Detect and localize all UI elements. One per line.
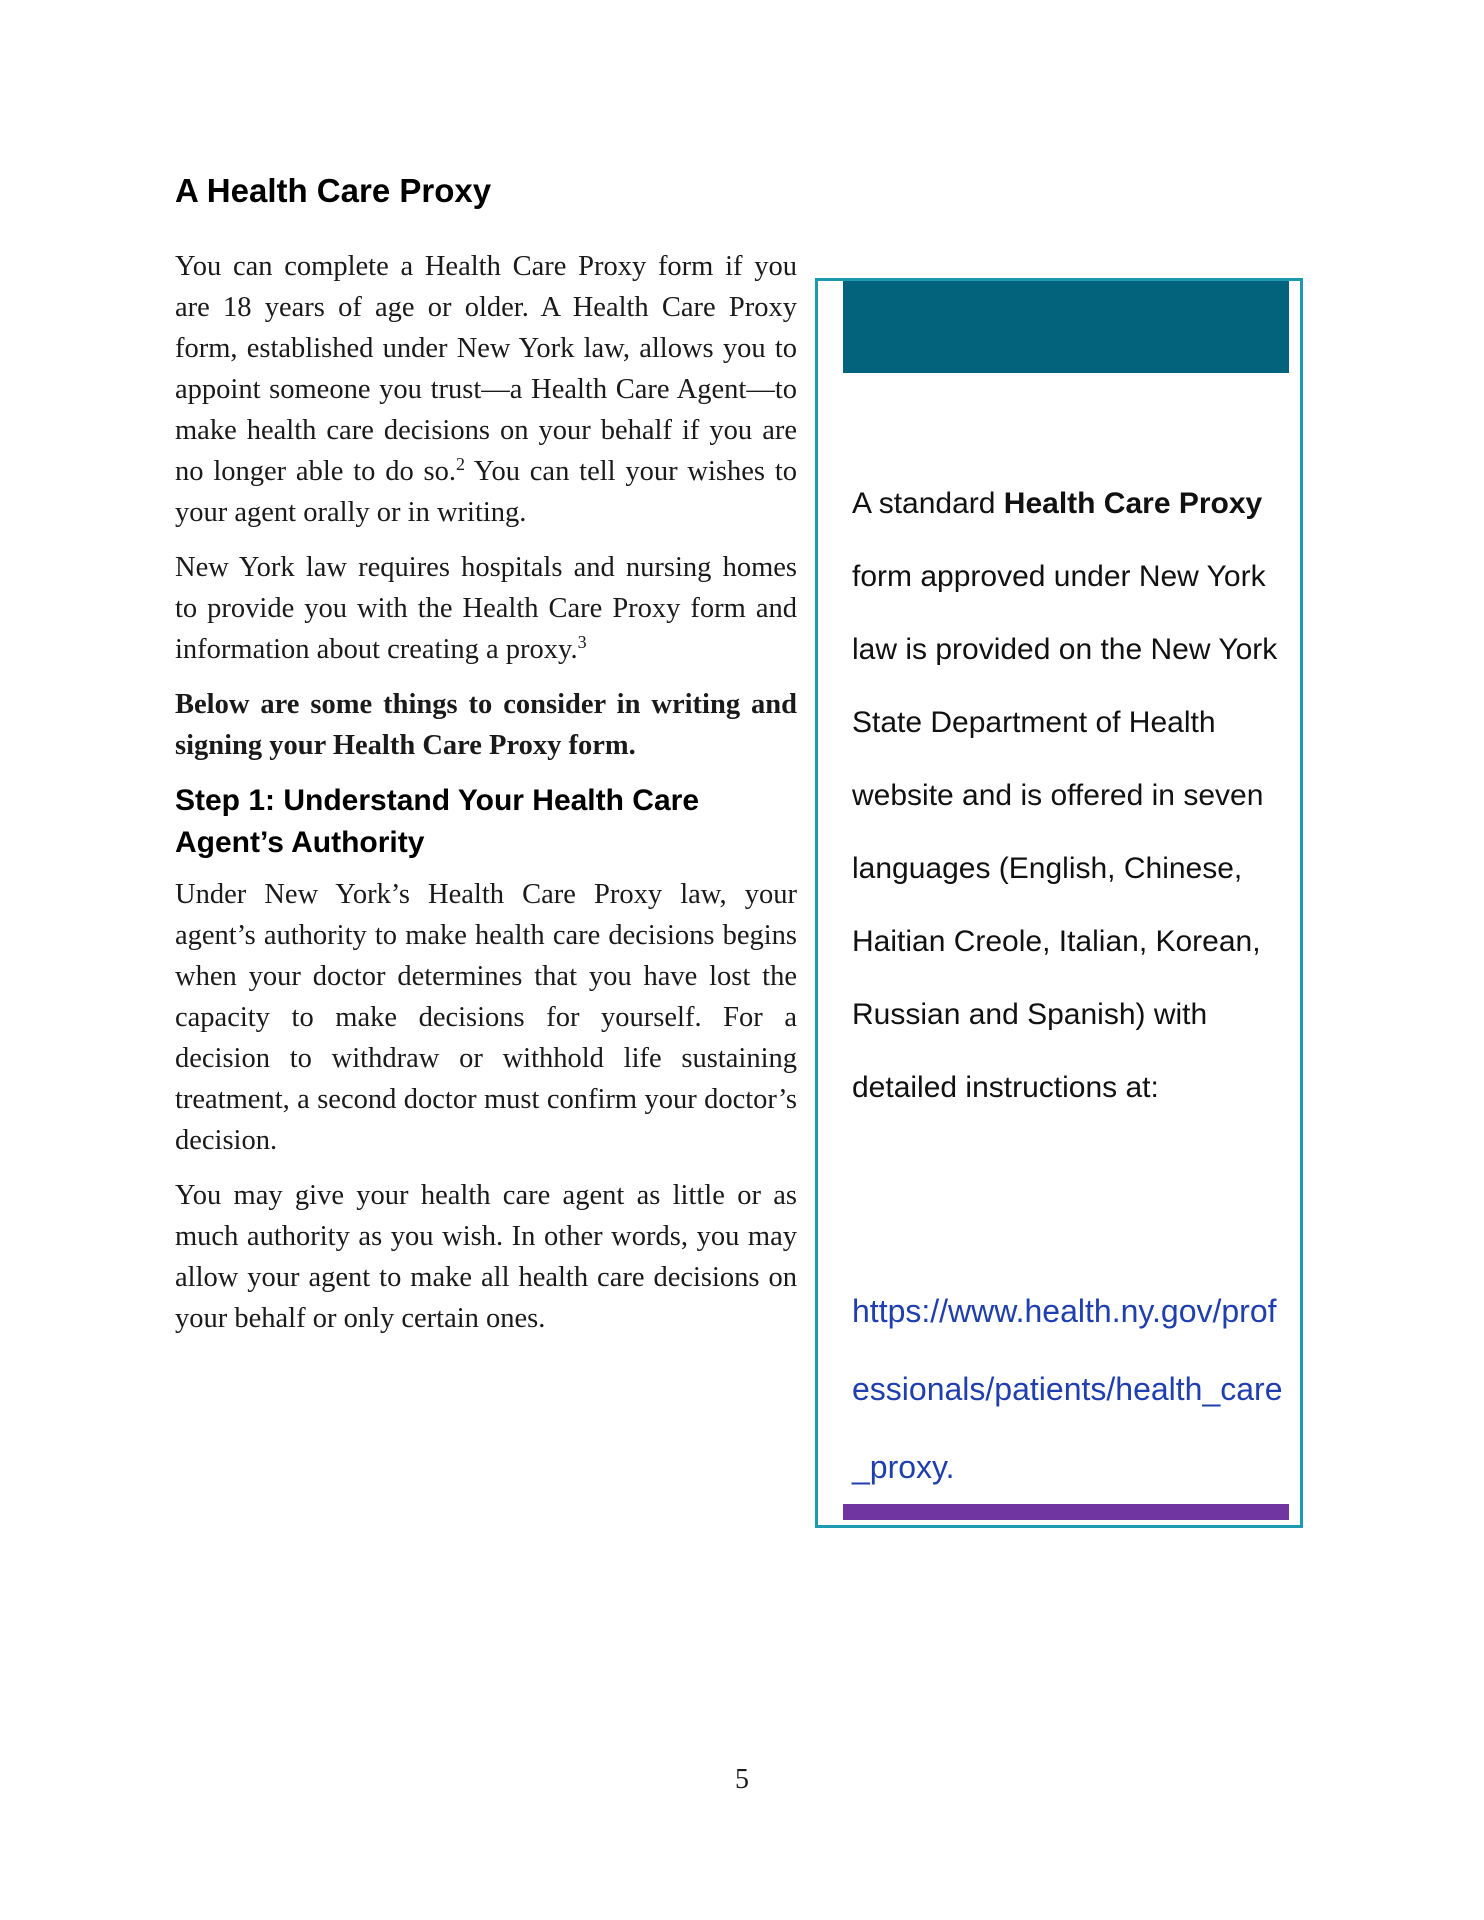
paragraph-authority: Under New York’s Health Care Proxy law, your agent’s authority to make health care decisions begins when your doctor determines that you have lost the capacity to make decisions for yourself. For a decision to withdraw or withhold life sustaining treatment, a second doctor must confirm your doctor’s decision. (175, 879, 797, 1156)
sidebar-text-intro: A standard (852, 487, 1004, 520)
paragraph-eligibility-text: You can complete a Health Care Proxy form if you are 18 years of age or older. A Health Care Proxy form, established under New York law, allows you to appoint someone you trust—a Health Care Agent—to make health care decisions on your behalf if you are no longer able to do so. (175, 251, 797, 487)
main-column (175, 246, 797, 1353)
sidebar-bottom-bar (843, 1504, 1289, 1520)
paragraph-scope: You may give your health care agent as little or as much authority as you wish. In other words, you may allow your agent to make all health care decisions on your behalf or only certain ones. (175, 1180, 797, 1334)
sidebar-header-band (843, 281, 1289, 373)
paragraph-eligibility-text-cont: You can tell your wishes to your agent orally or in writing. (175, 456, 797, 528)
info-sidebar (815, 278, 1303, 1528)
paragraph-considerations: Below are some things to consider in writing and signing your Health Care Proxy form. (175, 689, 797, 761)
health-care-proxy-link[interactable]: https://www.health.ny.gov/professionals/patients/health_care_proxy. (852, 1293, 1283, 1485)
step1-heading: Step 1: Understand Your Health Care Agent’s Authority (175, 784, 700, 859)
paragraph-eligibility (175, 246, 797, 533)
sidebar-text-bold: Health Care Proxy (1003, 487, 1263, 520)
paragraph-hospitals (175, 547, 797, 670)
sidebar-text (852, 467, 1282, 1124)
sidebar-text-rest: form approved under New York law is provided on the New York State Department of Health website and is offered in seven languages (English, Chinese, Haitian Creole, Italian, Korean, Russian and Spanish) with detailed instructions at: (852, 560, 1278, 1104)
footnote-ref-3: 3 (577, 632, 587, 652)
page-number: 5 (735, 1764, 749, 1795)
paragraph-hospitals-text: New York law requires hospitals and nursing homes to provide you with the Health Care Proxy form and information about creating a proxy. (175, 552, 797, 665)
footnote-ref-2: 2 (455, 454, 465, 474)
page-title: A Health Care Proxy (175, 172, 492, 209)
